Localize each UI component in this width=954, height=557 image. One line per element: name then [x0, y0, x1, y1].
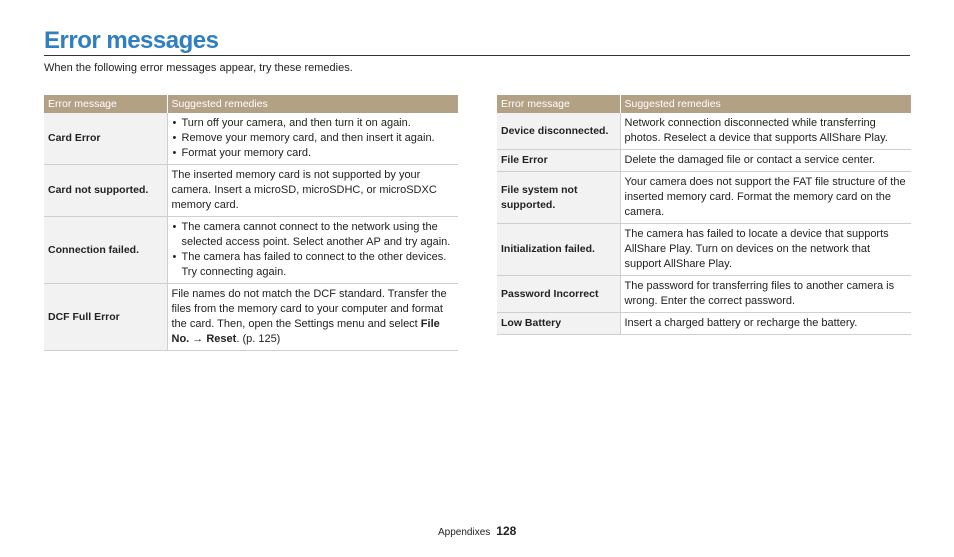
remedy-cell — [167, 217, 458, 284]
table-row — [497, 224, 911, 276]
remedy-text: Network connection disconnected while transferring photos. Reselect a device that supports AllShare Play. — [620, 113, 911, 150]
remedy-cell — [167, 113, 458, 165]
remedy-text: Insert a charged battery or recharge the battery. — [620, 313, 911, 335]
table-row — [497, 150, 911, 172]
remedy-text: The inserted memory card is not supported by your camera. Insert a microSD, microSDHC, or microSDXC memory card. — [167, 165, 458, 217]
error-name: Card not supported. — [44, 165, 167, 217]
remedy-text: Delete the damaged file or contact a service center. — [620, 150, 911, 172]
title-divider — [44, 55, 910, 56]
page-footer — [438, 524, 516, 538]
error-name: File Error — [497, 150, 620, 172]
table-row — [44, 284, 458, 351]
error-name: Connection failed. — [44, 217, 167, 284]
header-error-message: Error message — [44, 95, 167, 113]
table-row — [44, 113, 458, 165]
page-reference: . (p. 125) — [236, 333, 281, 345]
header-error-message: Error message — [497, 95, 620, 113]
remedy-bullet: • Turn off your camera, and then turn it on again. — [172, 116, 455, 131]
header-suggested-remedies: Suggested remedies — [167, 95, 458, 113]
remedy-text: The camera has failed to locate a device that supports AllShare Play. Turn on devices on the network that support AllShare Play. — [620, 224, 911, 276]
error-name: DCF Full Error — [44, 284, 167, 351]
table-row — [44, 217, 458, 284]
remedy-bullet: • Format your memory card. — [172, 146, 455, 161]
menu-item-reset: Reset — [206, 333, 237, 345]
error-name: Password Incorrect — [497, 276, 620, 313]
remedy-list — [172, 220, 455, 280]
remedy-text: File names do not match the DCF standard. Transfer the files from the memory card to your computer and format the card. Then, open the Settings menu and select — [171, 288, 447, 330]
footer-section-label: Appendixes — [438, 527, 491, 538]
page-number: 128 — [496, 524, 517, 538]
remedy-bullet: • The camera cannot connect to the network using the selected access point. Select another AP and try again. — [172, 220, 455, 250]
error-name: Initialization failed. — [497, 224, 620, 276]
table-row — [497, 172, 911, 224]
error-table-left — [44, 95, 458, 351]
table-row — [497, 276, 911, 313]
error-name: Low Battery — [497, 313, 620, 335]
page-title: Error messages — [44, 27, 219, 54]
remedy-bullet: • Remove your memory card, and then insert it again. — [172, 131, 455, 146]
error-name: Card Error — [44, 113, 167, 165]
table-header-row — [497, 95, 911, 113]
error-name: File system not supported. — [497, 172, 620, 224]
table-row — [497, 113, 911, 150]
remedy-text: Your camera does not support the FAT file structure of the inserted memory card. Format the memory card on the camera. — [620, 172, 911, 224]
error-name: Device disconnected. — [497, 113, 620, 150]
table-row — [497, 313, 911, 335]
remedy-cell — [167, 284, 458, 351]
table-header-row — [44, 95, 458, 113]
remedy-text: The password for transferring files to another camera is wrong. Enter the correct password. — [620, 276, 911, 313]
menu-item-file-no: File No. — [171, 318, 440, 345]
error-table-right — [497, 95, 911, 335]
arrow-glyph: → — [189, 333, 207, 345]
header-suggested-remedies: Suggested remedies — [620, 95, 911, 113]
remedy-list — [172, 116, 455, 161]
table-row — [44, 165, 458, 217]
intro-text: When the following error messages appear, try these remedies. — [44, 62, 353, 74]
remedy-bullet: • The camera has failed to connect to the other devices. Try connecting again. — [172, 250, 455, 280]
